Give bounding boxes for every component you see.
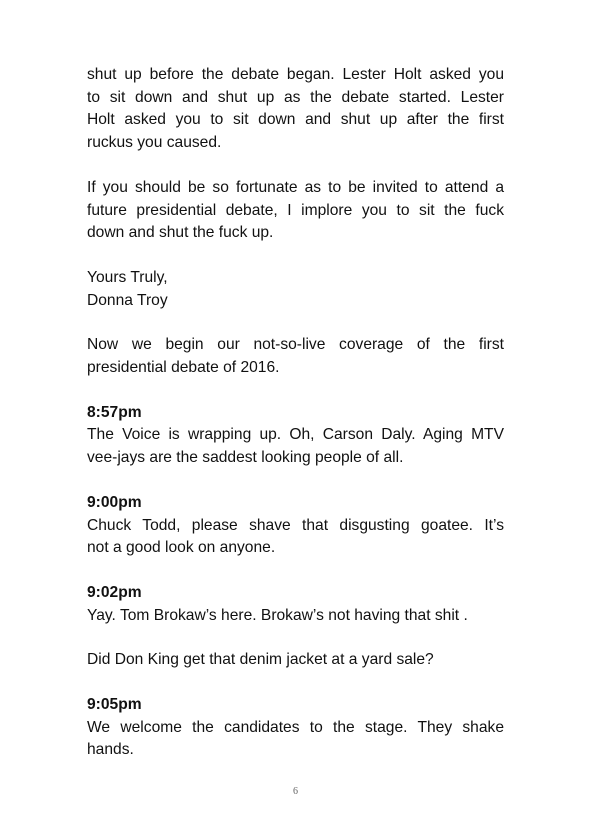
text-line: future presidential debate, I implore you to sit the fuck [87, 201, 504, 219]
text-line: down and shut the fuck up. [87, 224, 274, 242]
text-line: vee-jays are the saddest looking people of all. [87, 449, 404, 467]
text-line: ruckus you caused. [87, 134, 222, 152]
page-number: 6 [293, 786, 298, 797]
document-page [87, 64, 504, 784]
text-line: shut up before the debate began. Lester Holt asked you [87, 66, 504, 83]
entry-0902 [87, 582, 504, 672]
entry-0857 [87, 402, 504, 470]
text-line: hands. [87, 741, 134, 759]
text-line: Did Don King get that denim jacket at a yard sale? [87, 651, 434, 669]
entry-timestamp: 9:00pm [87, 493, 142, 511]
text-line: to sit down and shut up as the debate started. Lester [87, 88, 504, 106]
text-line: Holt asked you to sit down and shut up after the first [87, 111, 504, 129]
text-line: not a good look on anyone. [87, 539, 276, 557]
paragraph-coverage-intro [87, 334, 504, 379]
paragraph-lester-holt [87, 64, 504, 155]
entry-timestamp: 9:05pm [87, 696, 142, 714]
text-line: The Voice is wrapping up. Oh, Carson Daly. Aging MTV [87, 426, 504, 444]
entry-timestamp: 8:57pm [87, 403, 142, 421]
text-line: We welcome the candidates to the stage. They shake [87, 718, 504, 736]
entry-0900 [87, 492, 504, 560]
entry-0905 [87, 694, 504, 762]
paragraph-implore [87, 177, 504, 245]
signoff-closing: Yours Truly, [87, 268, 168, 286]
entry-timestamp: 9:02pm [87, 583, 142, 601]
text-line: Yay. Tom Brokaw’s here. Brokaw’s not having that shit . [87, 606, 468, 624]
text-line: If you should be so fortunate as to be invited to attend a [87, 178, 504, 196]
text-line: Now we begin our not-so-live coverage of the first [87, 336, 504, 354]
text-line: Chuck Todd, please shave that disgusting goatee. It’s [87, 516, 504, 534]
signoff [87, 267, 504, 312]
text-line: presidential debate of 2016. [87, 359, 280, 377]
signoff-name: Donna Troy [87, 291, 168, 309]
